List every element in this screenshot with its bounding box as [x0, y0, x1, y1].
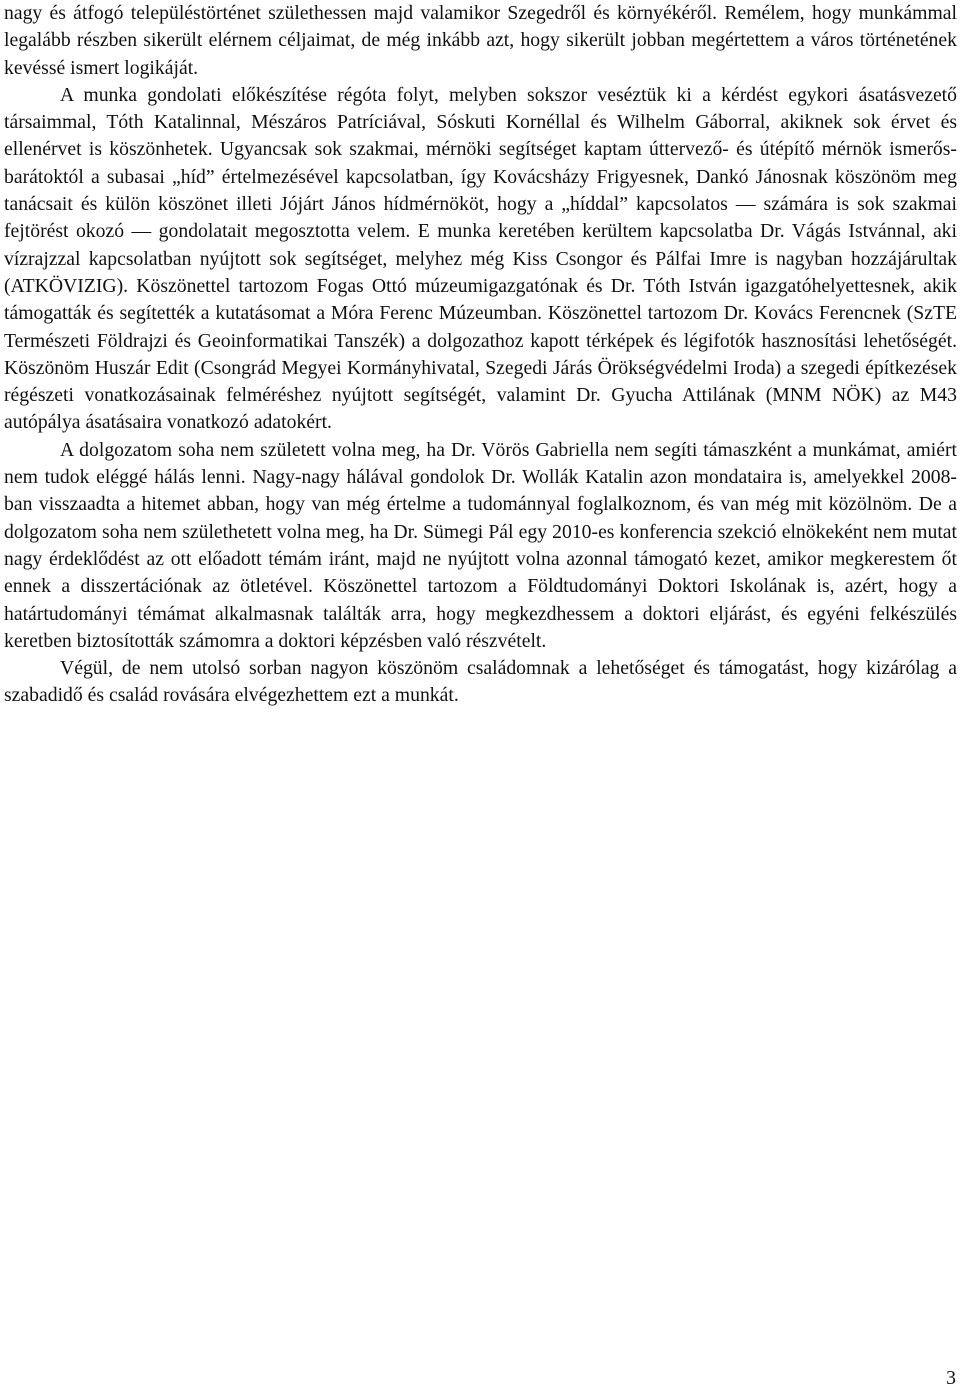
page-number: 3 [946, 1367, 956, 1389]
document-page [4, 0, 957, 710]
paragraph-acknowledgements-family: Végül, de nem utolsó sorban nagyon köszönöm családomnak a lehetőséget és támogatást, hogy kizárólag a szabadidő és család rovására elvégezhettem ezt a munkát. [4, 657, 957, 707]
paragraph-intro-continuation: nagy és átfogó településtörténet születhessen majd valamikor Szegedről és környékéről. Remélem, hogy munkámmal legalább részben sikerült elérnem céljaimat, de még inkább azt, hogy sikerült jobban megértettem a város történetének kevéssé ismert logikáját. [4, 2, 957, 79]
paragraph-acknowledgements-supervisors: A dolgozatom soha nem született volna meg, ha Dr. Vörös Gabriella nem segíti támaszként a munkámat, amiért nem tudok eléggé hálás lenni. Nagy-nagy hálával gondolok Dr. Wollák Katalin azon mondataira is, amelyekkel 2008-ban visszaadta a hitemet abban, hogy van még értelme a tudománnyal foglalkoznom, és van még mit közölnöm. De a dolgozatom soha nem születhetett volna meg, ha Dr. Sümegi Pál egy 2010-es konferencia szekció elnökeként nem mutat nagy érdeklődést az ott előadott témám iránt, majd ne nyújtott volna azonnal támogató kezet, amikor megkerestem őt ennek a disszertációnak az ötletével. Köszönettel tartozom a Földtudományi Doktori Iskolának is, azért, hogy a határtudományi témámat alkalmasnak találták arra, hogy megkezdhessem a doktori eljárást, és egyéni felkészülés keretben biztosították számomra a doktori képzésben való részvételt. [4, 438, 957, 652]
paragraph-acknowledgements-colleagues: A munka gondolati előkészítése régóta folyt, melyben sokszor veséztük ki a kérdést egykori ásatásvezető társaimmal, Tóth Katalinnal, Mészáros Patríciával, Sóskuti Kornéllal és Wilhelm Gáborral, akiknek sok érvet és ellenérvet is köszönhetek. Ugyancsak sok szakmai, mérnöki segítséget kaptam úttervező- és útépítő mérnök ismerős-barátoktól a subasai „híd” értelmezésével kapcsolatban, így Kovácsházy Frigyesnek, Dankó Jánosnak köszönöm meg tanácsait és külön köszönet illeti Jójárt János hídmérnököt, hogy a „híddal” kapcsolatos — számára is sok szakmai fejtörést okozó — gondolatait megosztotta velem. E munka keretében kerültem kapcsolatba Dr. Vágás Istvánnal, aki vízrajzzal kapcsolatban nyújtott sok segítséget, melyhez még Kiss Csongor és Pálfai Imre is nagyban hozzájárultak (ATKÖVIZIG). Köszönettel tartozom Fogas Ottó múzeumigazgatónak és Dr. Tóth István igazgatóhelyettesnek, akik támogatták és segítették a kutatásomat a Móra Ferenc Múzeumban. Köszönettel tartozom Dr. Kovács Ferencnek (SzTE Természeti Földrajzi és Geoinformatikai Tanszék) a dolgozathoz kapott térképek és légifotók hasznosítási lehetőségét. Köszönöm Huszár Edit (Csongrád Megyei Kormányhivatal, Szegedi Járás Örökségvédelmi Iroda) a szegedi építkezések régészeti vonatkozásainak felméréshez nyújtott segítségét, valamint Dr. Gyucha Attilának (MNM NÖK) az M43 autópálya ásatásaira vonatkozó adatokért. [4, 83, 957, 434]
